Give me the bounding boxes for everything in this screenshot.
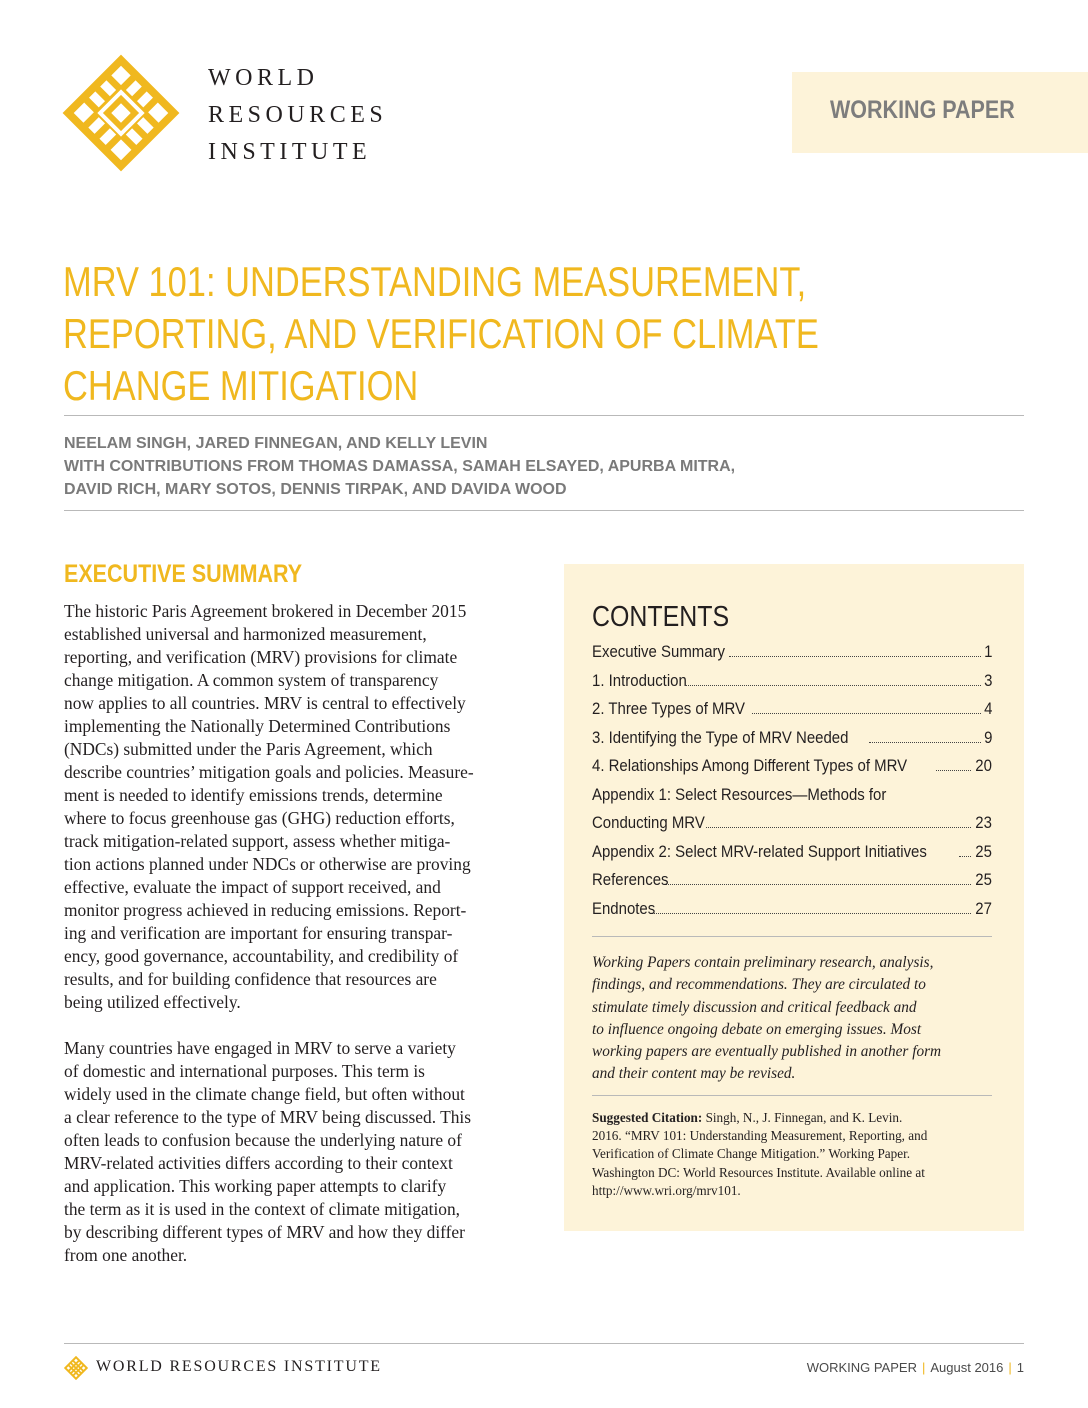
toc-entry-page: 9 xyxy=(983,727,992,747)
toc-leader-dots xyxy=(650,913,971,914)
text-line: results, and for building confidence that resources are xyxy=(64,969,437,989)
toc-entry[interactable] xyxy=(592,866,992,895)
toc-entry-page: 20 xyxy=(975,756,992,775)
divider xyxy=(592,1095,992,1096)
toc-entry-label: References xyxy=(592,870,669,889)
text-line: and application. This working paper attempts to clarify xyxy=(64,1176,447,1196)
text-line: tion actions planned under NDCs or otherwise are proving xyxy=(64,854,471,874)
author-list xyxy=(64,432,735,501)
text-line: of domestic and international purposes. This term is xyxy=(64,1061,425,1081)
toc-entry-label: Conducting MRV xyxy=(592,813,705,832)
text-line: change mitigation. A common system of transparency xyxy=(64,670,439,690)
executive-summary-heading: EXECUTIVE SUMMARY xyxy=(64,560,303,588)
toc-entry-page: 23 xyxy=(975,813,992,832)
logo-line: INSTITUTE xyxy=(208,139,372,165)
footer-separator: | xyxy=(1008,1360,1012,1375)
author-line: NEELAM SINGH, JARED FINNEGAN, AND KELLY LEVIN xyxy=(64,435,488,452)
text-line: to influence ongoing debate on emerging issues. Most xyxy=(592,1020,922,1038)
toc-entry-page: 25 xyxy=(975,870,992,889)
title-line: REPORTING, AND VERIFICATION OF CLIMATE xyxy=(63,310,819,357)
toc-entry-label: Endnotes xyxy=(592,898,656,918)
toc-leader-dots xyxy=(752,713,981,714)
page-number: 1 xyxy=(1016,1360,1024,1375)
toc-entry-page: 25 xyxy=(975,841,992,861)
toc-entry-page: 4 xyxy=(983,699,992,718)
toc-leader-dots xyxy=(869,742,980,743)
toc-entry[interactable] xyxy=(592,638,992,667)
text-line: a clear reference to the type of MRV being discussed. This xyxy=(64,1107,471,1127)
citation-label: Suggested Citation: xyxy=(592,1110,703,1125)
toc-entry-label: 3. Identifying the Type of MRV Needed xyxy=(592,727,849,747)
toc-entry-label: Appendix 1: Select Resources—Methods for xyxy=(592,784,887,804)
title-line: MRV 101: UNDERSTANDING MEASUREMENT, xyxy=(63,258,807,305)
footer-org-name: WORLD RESOURCES INSTITUTE xyxy=(96,1358,382,1375)
author-line: WITH CONTRIBUTIONS FROM THOMAS DAMASSA, SAMAH ELSAYED, APURBA MITRA, xyxy=(64,458,736,475)
divider xyxy=(64,415,1024,416)
toc-entry[interactable] xyxy=(592,695,992,724)
footer-meta xyxy=(807,1360,1024,1375)
title-line: CHANGE MITIGATION xyxy=(63,362,419,409)
logo-wordmark xyxy=(208,60,387,171)
text-line: MRV-related activities differs according to their context xyxy=(64,1153,453,1173)
text-line: The historic Paris Agreement brokered in December 2015 xyxy=(64,601,467,621)
text-line: effective, evaluate the impact of support received, and xyxy=(64,877,441,897)
text-line: Many countries have engaged in MRV to serve a variety xyxy=(64,1038,456,1058)
logo-line: RESOURCES xyxy=(208,102,388,128)
working-papers-note xyxy=(592,952,992,1086)
toc-entry-label: Executive Summary xyxy=(592,642,726,661)
text-line: widely used in the climate change field, but often without xyxy=(64,1084,465,1104)
footer-divider xyxy=(64,1343,1024,1344)
citation-line: http://www.wri.org/mrv101. xyxy=(592,1182,741,1198)
toc-entry-label: 2. Three Types of MRV xyxy=(592,699,746,718)
text-line: the term as it is used in the context of climate mitigation, xyxy=(64,1199,461,1219)
logo-line: WORLD xyxy=(208,65,319,91)
wri-logo-icon xyxy=(62,54,180,172)
text-line: describe countries’ mitigation goals and policies. Measure- xyxy=(64,762,474,782)
toc-entry-label: Appendix 2: Select MRV-related Support Initiatives xyxy=(592,841,927,861)
toc-leader-dots xyxy=(665,884,971,885)
footer-date: August 2016 xyxy=(930,1360,1004,1375)
footer-separator: | xyxy=(921,1360,926,1375)
text-line: established universal and harmonized measurement, xyxy=(64,624,427,644)
toc-entry[interactable] xyxy=(592,752,992,781)
working-paper-badge-label: WORKING PAPER xyxy=(830,96,1015,124)
footer-doc-type: WORKING PAPER xyxy=(806,1360,917,1375)
text-line: by describing different types of MRV and how they differ xyxy=(64,1222,465,1242)
text-line: from one another. xyxy=(64,1245,188,1265)
text-line: ment is needed to identify emissions trends, determine xyxy=(64,785,443,805)
text-line: where to focus greenhouse gas (GHG) reduction efforts, xyxy=(64,808,455,828)
text-line: often leads to confusion because the underlying nature of xyxy=(64,1130,462,1150)
citation-line: Verification of Climate Change Mitigation.” Working Paper. xyxy=(592,1146,911,1162)
suggested-citation xyxy=(592,1109,992,1200)
toc-leader-dots xyxy=(936,770,971,771)
executive-summary-body xyxy=(64,600,524,1267)
text-line: ing and verification are important for ensuring transpar- xyxy=(64,923,453,943)
paragraph xyxy=(64,1037,524,1267)
text-line: findings, and recommendations. They are circulated to xyxy=(592,976,926,994)
citation-line: Singh, N., J. Finnegan, and K. Levin. xyxy=(702,1110,903,1125)
text-line: monitor progress achieved in reducing emissions. Report- xyxy=(64,900,467,920)
toc-leader-dots xyxy=(686,685,981,686)
paragraph xyxy=(64,600,524,1014)
text-line: and their content may be revised. xyxy=(592,1065,796,1083)
toc-entry-page: 27 xyxy=(975,898,992,918)
toc-entry-page: 3 xyxy=(983,670,992,690)
text-line: reporting, and verification (MRV) provisions for climate xyxy=(64,647,458,667)
citation-line: 2016. “MRV 101: Understanding Measurement, Reporting, and xyxy=(592,1128,928,1144)
toc-leader-dots xyxy=(729,656,980,657)
toc-entry[interactable] xyxy=(592,667,992,696)
toc-leader-dots xyxy=(706,827,971,828)
text-line: Working Papers contain preliminary research, analysis, xyxy=(592,954,934,971)
toc-entry[interactable] xyxy=(592,838,992,867)
divider xyxy=(64,510,1024,511)
text-line: track mitigation-related support, assess whether mitiga- xyxy=(64,831,451,851)
toc-entry-label: 1. Introduction xyxy=(592,670,687,690)
wri-logo-small-icon xyxy=(64,1356,88,1380)
page-title xyxy=(63,256,963,412)
toc-entry[interactable] xyxy=(592,895,992,924)
toc-leader-dots xyxy=(959,856,972,857)
divider xyxy=(592,936,992,937)
contents-heading: CONTENTS xyxy=(592,601,730,633)
toc-entry-label: 4. Relationships Among Different Types of MRV xyxy=(592,756,908,775)
text-line: (NDCs) submitted under the Paris Agreement, which xyxy=(64,739,433,759)
text-line: being utilized effectively. xyxy=(64,992,241,1012)
text-line: now applies to all countries. MRV is central to effectively xyxy=(64,693,466,713)
table-of-contents xyxy=(592,638,992,923)
toc-entry-page: 1 xyxy=(983,642,992,661)
author-line: DAVID RICH, MARY SOTOS, DENNIS TIRPAK, AND DAVIDA WOOD xyxy=(64,481,567,498)
toc-entry[interactable] xyxy=(592,724,992,753)
toc-entry[interactable] xyxy=(592,781,992,810)
text-line: stimulate timely discussion and critical feedback and xyxy=(592,998,917,1016)
text-line: working papers are eventually published in another form xyxy=(592,1043,942,1061)
toc-entry[interactable] xyxy=(592,809,992,838)
text-line: ency, good governance, accountability, and credibility of xyxy=(64,946,459,966)
working-paper-badge xyxy=(792,72,1088,153)
text-line: implementing the Nationally Determined Contributions xyxy=(64,716,451,736)
citation-line: Washington DC: World Resources Institute. Available online at xyxy=(592,1164,925,1180)
